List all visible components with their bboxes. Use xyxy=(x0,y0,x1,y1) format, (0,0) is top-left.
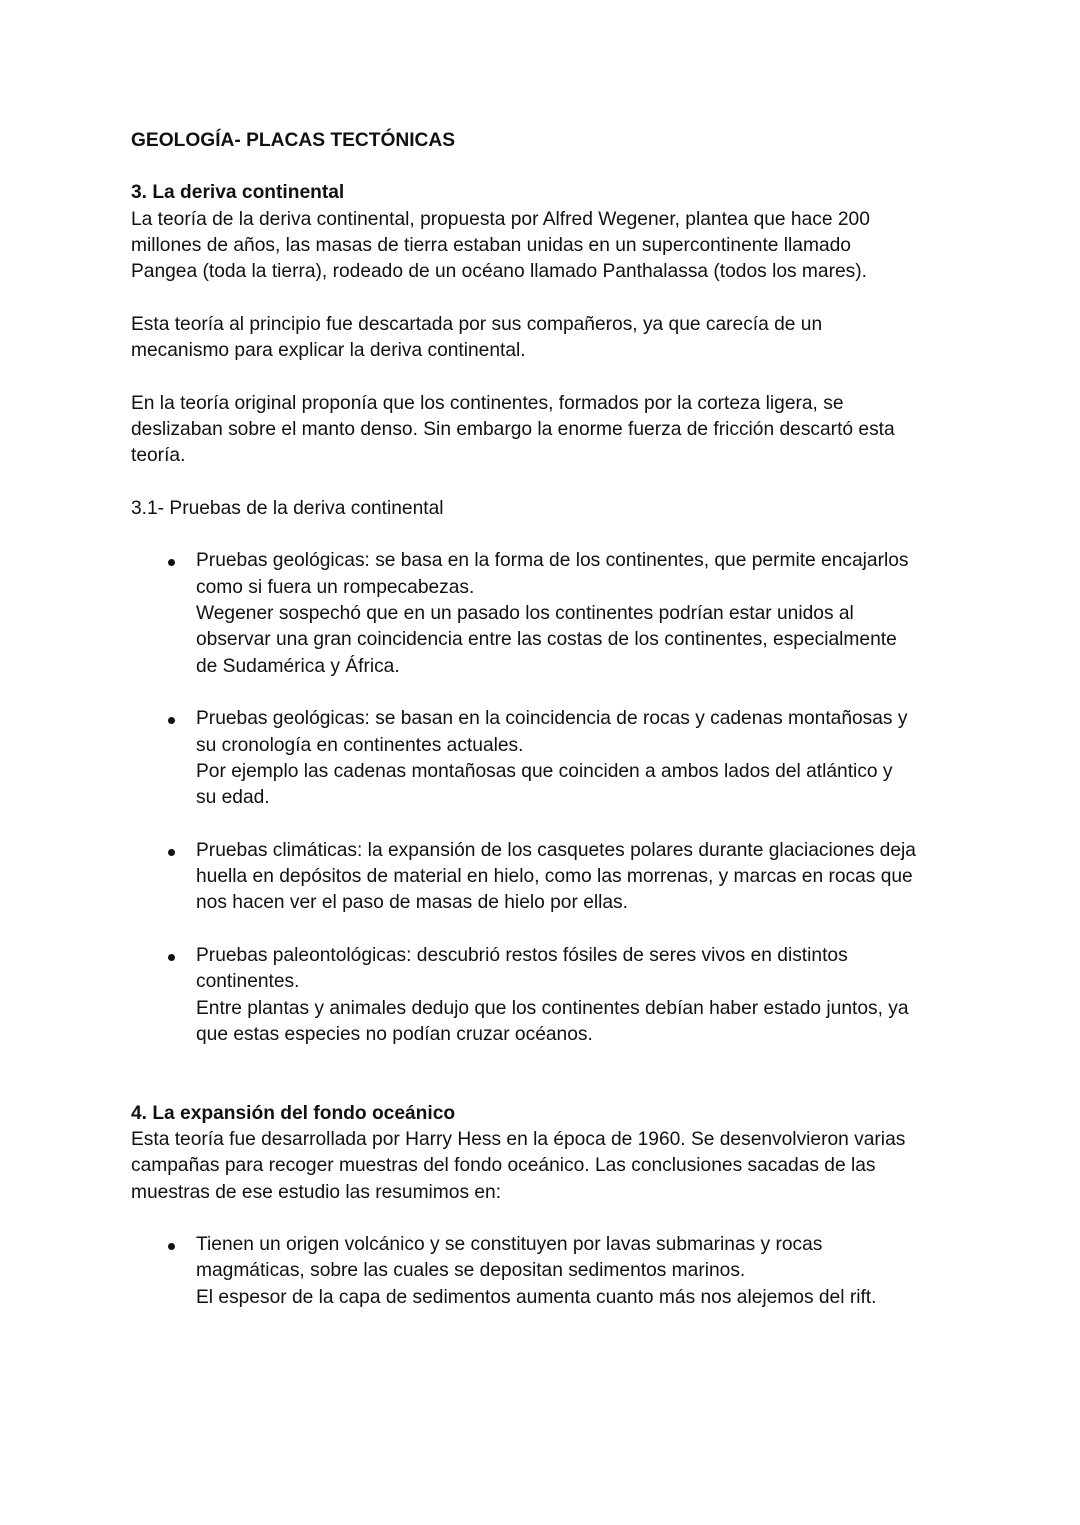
spacer xyxy=(131,470,961,496)
text-line: nos hacen ver el paso de masas de hielo por ellas. xyxy=(196,892,628,914)
conclusions-list xyxy=(131,1232,961,1311)
list-item xyxy=(131,943,961,1048)
text-line: deslizaban sobre el manto denso. Sin embargo la enorme fuerza de fricción descartó esta xyxy=(131,418,895,440)
document-page xyxy=(131,128,961,1311)
bullet-icon xyxy=(168,849,175,856)
spacer xyxy=(131,917,961,943)
text-line: La teoría de la deriva continental, propuesta por Alfred Wegener, plantea que hace 200 xyxy=(131,208,870,230)
text-line: Esta teoría al principio fue descartada por sus compañeros, ya que carecía de un xyxy=(131,313,823,335)
section-3-paragraph-2 xyxy=(131,312,961,365)
text-line: campañas para recoger muestras del fondo oceánico. Las conclusiones sacadas de las xyxy=(131,1155,876,1177)
spacer xyxy=(131,522,961,548)
text-line: Wegener sospechó que en un pasado los continentes podrían estar unidos al xyxy=(196,603,854,625)
text-line: magmáticas, sobre las cuales se depositan sedimentos marinos. xyxy=(196,1260,746,1282)
text-line: El espesor de la capa de sedimentos aumenta cuanto más nos alejemos del rift. xyxy=(196,1286,877,1308)
spacer xyxy=(131,1048,961,1074)
section-4-paragraph-1 xyxy=(131,1127,961,1206)
bullet-icon xyxy=(168,559,175,566)
list-item xyxy=(131,548,961,679)
text-line: continentes. xyxy=(196,971,300,993)
text-line: Pruebas geológicas: se basa en la forma de los continentes, que permite encajarlos xyxy=(196,550,909,572)
section-3-heading: 3. La deriva continental xyxy=(131,182,345,204)
text-line: como si fuera un rompecabezas. xyxy=(196,576,475,598)
bullet-icon xyxy=(168,717,175,724)
spacer xyxy=(131,364,961,390)
bullet-icon xyxy=(168,1243,175,1250)
text-line: muestras de ese estudio las resumimos en: xyxy=(131,1181,502,1203)
evidence-list xyxy=(131,548,961,1048)
text-line: Pruebas geológicas: se basan en la coincidencia de rocas y cadenas montañosas y xyxy=(196,708,908,730)
text-line: observar una gran coincidencia entre las costas de los continentes, especialmente xyxy=(196,629,897,651)
document-title: GEOLOGÍA- PLACAS TECTÓNICAS xyxy=(131,130,456,151)
text-line: mecanismo para explicar la deriva continental. xyxy=(131,340,526,362)
text-line: Esta teoría fue desarrollada por Harry Hess en la época de 1960. Se desenvolvieron varias xyxy=(131,1128,906,1150)
list-item xyxy=(131,706,961,811)
text-line: Entre plantas y animales dedujo que los continentes debían haber estado juntos, ya xyxy=(196,997,909,1019)
bullet-icon xyxy=(168,954,175,961)
spacer xyxy=(131,811,961,837)
section-3-paragraph-3 xyxy=(131,391,961,470)
spacer xyxy=(131,154,961,180)
text-line: Pangea (toda la tierra), rodeado de un océano llamado Panthalassa (todos los mares). xyxy=(131,261,867,283)
text-line: Tienen un origen volcánico y se constituyen por lavas submarinas y rocas xyxy=(196,1234,823,1256)
text-line: huella en depósitos de material en hielo, como las morrenas, y marcas en rocas que xyxy=(196,866,913,888)
list-item xyxy=(131,838,961,917)
text-line: teoría. xyxy=(131,445,186,467)
text-line: Pruebas paleontológicas: descubrió restos fósiles de seres vivos en distintos xyxy=(196,944,848,966)
text-line: En la teoría original proponía que los continentes, formados por la corteza ligera, se xyxy=(131,392,844,414)
section-3-1-subheading: 3.1- Pruebas de la deriva continental xyxy=(131,497,444,519)
spacer xyxy=(131,285,961,311)
spacer xyxy=(131,1206,961,1232)
spacer xyxy=(131,680,961,706)
section-3-paragraph-1 xyxy=(131,207,961,286)
spacer xyxy=(131,1074,961,1100)
section-4-heading: 4. La expansión del fondo oceánico xyxy=(131,1102,456,1124)
text-line: su cronología en continentes actuales. xyxy=(196,734,524,756)
text-line: su edad. xyxy=(196,787,270,809)
text-line: que estas especies no podían cruzar océanos. xyxy=(196,1023,593,1045)
list-item xyxy=(131,1232,961,1311)
text-line: Por ejemplo las cadenas montañosas que coinciden a ambos lados del atlántico y xyxy=(196,760,893,782)
text-line: Pruebas climáticas: la expansión de los casquetes polares durante glaciaciones deja xyxy=(196,839,916,861)
text-line: de Sudamérica y África. xyxy=(196,655,400,677)
text-line: millones de años, las masas de tierra estaban unidas en un supercontinente llamado xyxy=(131,234,851,256)
